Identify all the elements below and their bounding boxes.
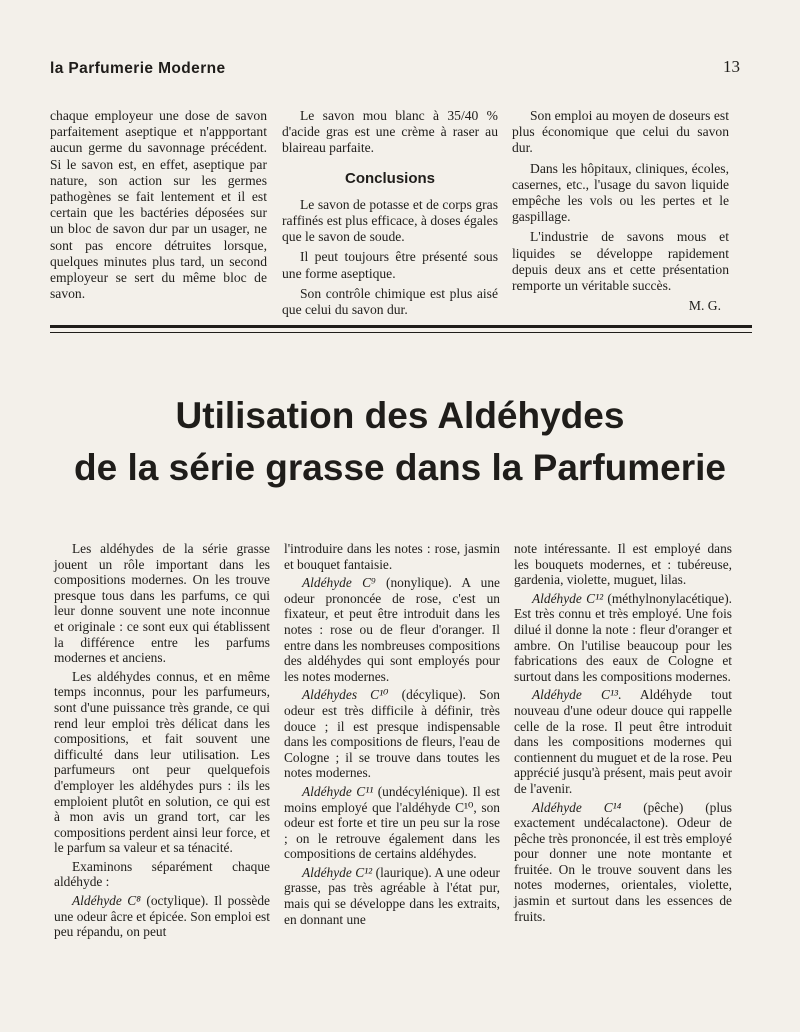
paragraph: Son contrôle chimique est plus aisé que celui du savon dur. bbox=[282, 285, 498, 318]
article-column-2 bbox=[284, 541, 500, 927]
article-paragraph bbox=[54, 859, 270, 890]
article-paragraph bbox=[514, 800, 732, 925]
paragraph: Son emploi au moyen de doseurs est plus économique que celui du savon dur. bbox=[512, 108, 729, 156]
paragraph-text: (octylique). Il possède une odeur âcre et épicée. Son emploi est peu répandu, on peut bbox=[54, 893, 270, 940]
article-paragraph bbox=[284, 687, 500, 781]
paragraph-text: note intéressante. Il est employé dans les bouquets modernes, et : tubéreuse, gardenia, violette, muguet, lilas. bbox=[514, 541, 732, 588]
paragraph-text: (méthylnonylacétique). Est très connu et très employé. Une fois dilué il donne la note : fleur d'oranger et ambre. On l'utilise beaucoup pour les fabrications des eaux de Cologne et surtout dans les compositions modernes. bbox=[514, 590, 732, 684]
top-column-2 bbox=[282, 108, 498, 318]
aldehyde-name: Aldéhyde C¹² bbox=[532, 590, 604, 606]
page-number: 13 bbox=[723, 57, 740, 76]
paragraph-text: Examinons séparément chaque aldéhyde : bbox=[54, 858, 270, 890]
paragraph: Le savon mou blanc à 35/40 % d'acide gras est une crème à raser au blaireau parfaite. bbox=[282, 108, 498, 156]
section-heading-conclusions: Conclusions bbox=[344, 169, 435, 187]
paragraph-text: (laurique). A une odeur grasse, pas très agréable à l'état pur, mais qui se développe dans les extraits, en donnant une bbox=[284, 864, 501, 927]
paragraph-text: (undécylénique). Il est moins employé que l'aldéhyde C¹⁰, son odeur est forte et tire un peu sur la rose ; on le retrouve également dans les compositions de certains aldéhydes. bbox=[284, 783, 500, 862]
running-header: la Parfumerie Moderne bbox=[50, 60, 226, 77]
divider-rule-thin bbox=[50, 332, 752, 333]
paragraph: Dans les hôpitaux, cliniques, écoles, casernes, etc., l'usage du savon liquide empêche les vols ou les pertes et le gaspillage. bbox=[512, 160, 729, 225]
paragraph-text: l'introduire dans les notes : rose, jasmin et bouquet fantaisie. bbox=[284, 541, 500, 572]
paragraph-text: Les aldéhydes connus, et en même temps inconnus, pour les parfumeurs, sont d'une puissance très grande, ce qui rend leur emploi très délicat dans les compositions, et fait souvent une difficulté dans leur utilisation. Les parfumeurs ont peur quelquefois d'employer les aldéhydes purs : ils les emploient plutôt en solution, ce qui est à mon avis un grand tort, car les compositions perdent ainsi leur force, et le parfum sa valeur et sa ténacité. bbox=[54, 668, 270, 856]
aldehyde-name: Aldéhyde C⁹ bbox=[302, 575, 376, 591]
article-paragraph bbox=[284, 784, 500, 862]
paragraph: Le savon de potasse et de corps gras raffinés est plus efficace, à doses égales que le savon de soude. bbox=[282, 196, 498, 245]
article-paragraph bbox=[514, 541, 732, 588]
article-column-3 bbox=[514, 541, 732, 924]
aldehyde-name: Aldéhydes C¹⁰ bbox=[302, 687, 389, 703]
paragraph-text: (décylique). Son odeur est très difficile à définir, très douce ; il est presque indispensable dans les compositions de fleurs, l'eau de Cologne ; il se trouve dans toutes les notes modernes. bbox=[284, 687, 500, 781]
paragraph: L'industrie de savons mous et liquides se développe rapidement depuis deux ans et cette présentation remporte un véritable succès. bbox=[512, 229, 729, 294]
article-paragraph bbox=[284, 541, 500, 572]
paragraph: chaque employeur une dose de savon parfaitement aseptique et n'appportant aucun germe du savonnage précédent. Si le savon est, en effet, aseptique par nature, son action sur les germes pathogènes se fait lentement et il est certain que les bactéries déposées sur un bloc de savon dur par un usager, ne sont pas encore détruites lorsque, quelques minutes plus tard, un second employeur se sert du même bloc de savon. bbox=[50, 108, 267, 302]
article-title-line-1: Utilisation des Aldéhydes bbox=[175, 395, 625, 436]
aldehyde-name: Aldéhyde C¹² bbox=[302, 864, 373, 880]
article-paragraph bbox=[54, 669, 270, 856]
aldehyde-name: Aldéhyde C¹⁴ bbox=[532, 799, 622, 815]
article-title-line-2: de la série grasse dans la Parfumerie bbox=[74, 447, 726, 488]
article-paragraph bbox=[284, 575, 500, 684]
aldehyde-name: Aldéhyde C¹³ bbox=[532, 687, 619, 703]
paragraph-text: . Aldéhyde tout nouveau d'une odeur douce qui rappelle celle de la rose. Il peut être introduit dans les compositions modernes qui contiennent du muguet et de la rose. Peu apprécié jusqu'à présent, mais peut avoir de l'avenir. bbox=[514, 687, 732, 796]
article-title bbox=[0, 390, 800, 494]
aldehyde-name: Aldéhyde C¹¹ bbox=[302, 783, 374, 799]
signature: M. G. bbox=[688, 298, 721, 314]
paragraph-text: (pêche) (plus exactement undécalactone). Odeur de pêche très prononcée, il est très employé pour donner une note montante et fruitée. On le trouve souvent dans les notes modernes, orientales, violette, jasmin et surtout dans les essences de fruits. bbox=[514, 799, 733, 924]
article-paragraph bbox=[54, 893, 270, 940]
article-paragraph bbox=[514, 687, 732, 796]
top-column-1 bbox=[50, 108, 267, 302]
top-column-3 bbox=[512, 108, 729, 314]
article-paragraph bbox=[514, 591, 732, 685]
paragraph-text: (nonylique). A une odeur prononcée de rose, c'est un fixateur, et peut être introduit dans les notes : rose ou de fleur d'oranger. Il entre dans les nombreuses compositions des aldéhydes qui sont employés pour les notes modernes. bbox=[284, 575, 500, 684]
paragraph-text: Les aldéhydes de la série grasse jouent un rôle important dans les compositions modernes. On les trouve presque tous dans les parfums, ce qui leur donne souvent une note inconnue et originale : ce sont eux qui établissent la différence entre les parfums modernes et anciens. bbox=[54, 541, 270, 666]
paragraph: Il peut toujours être présenté sous une forme aseptique. bbox=[282, 249, 498, 281]
divider-rule-thick bbox=[50, 325, 752, 328]
article-paragraph bbox=[284, 865, 500, 927]
aldehyde-name: Aldéhyde C⁸ bbox=[72, 893, 141, 909]
article-column-1 bbox=[54, 541, 270, 940]
article-paragraph bbox=[54, 541, 270, 666]
